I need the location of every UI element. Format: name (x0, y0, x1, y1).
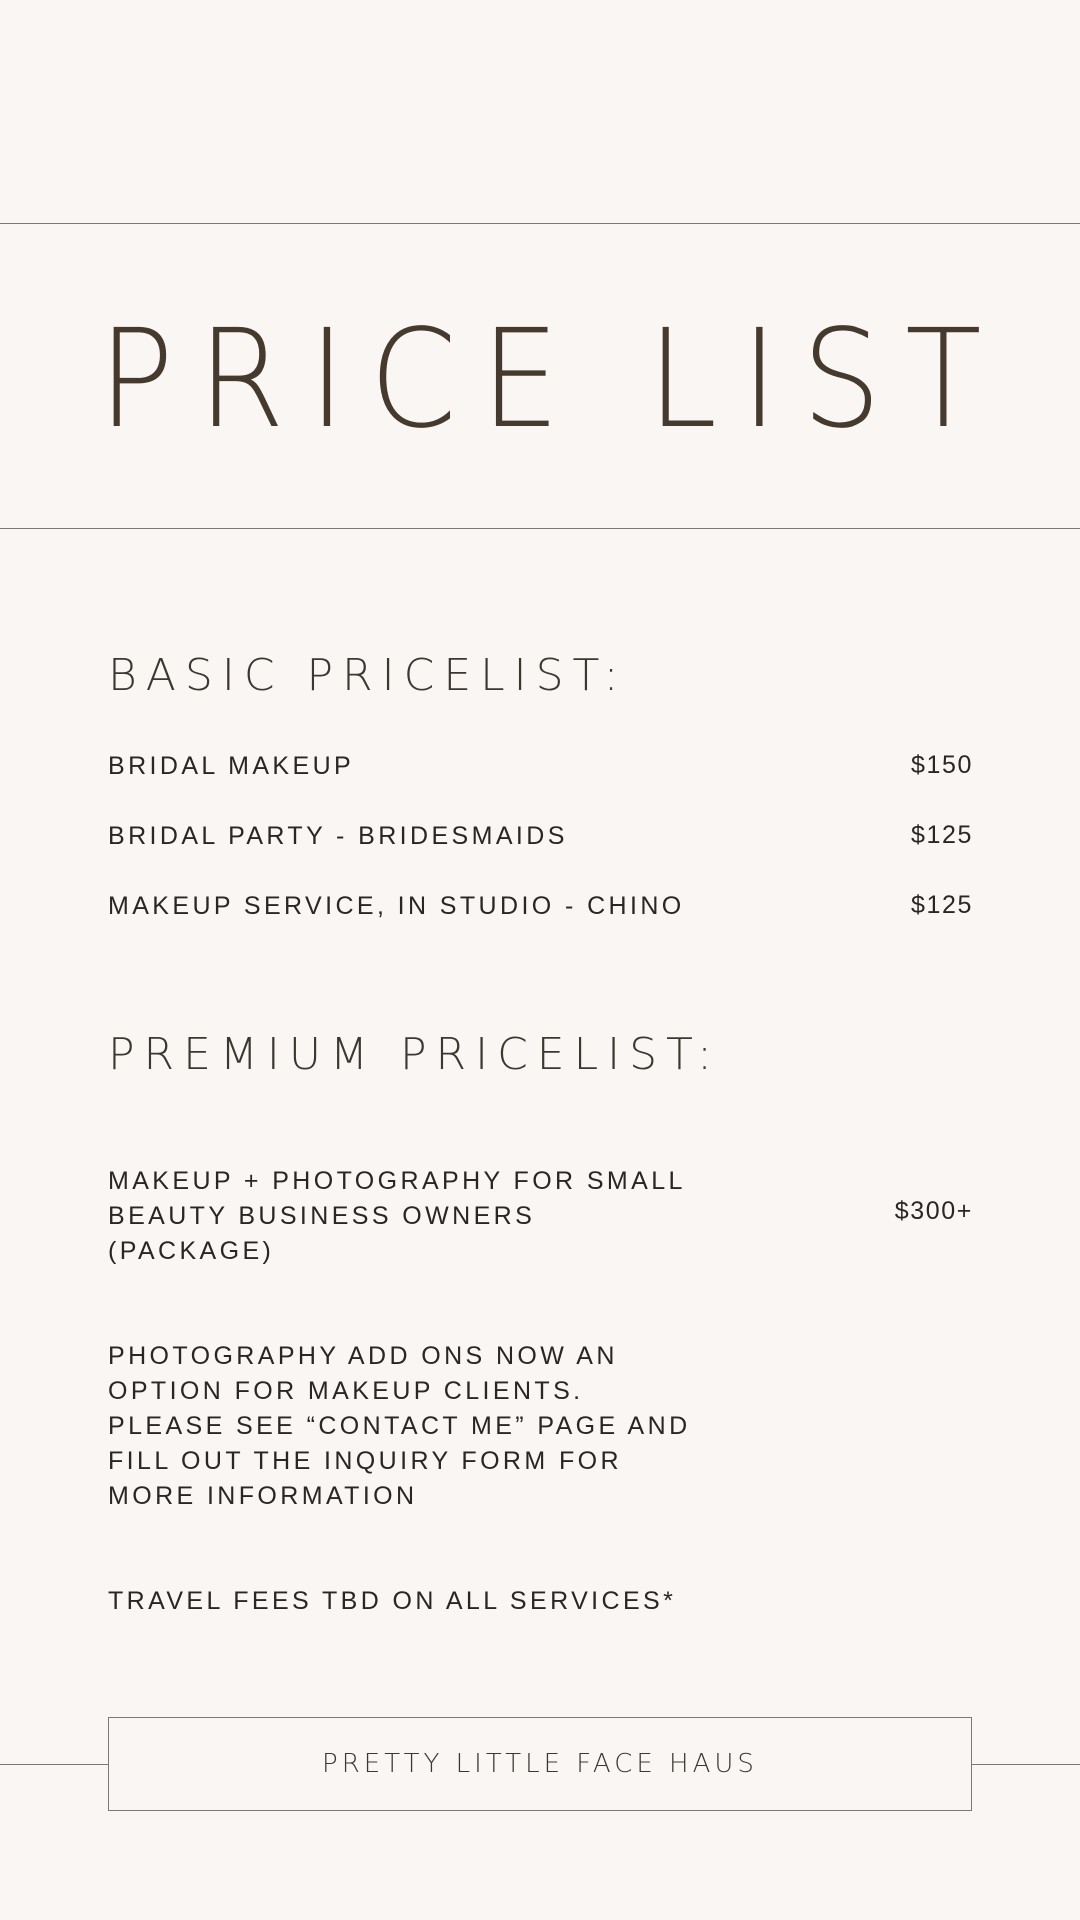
footer-brand-name: PRETTY LITTLE FACE HAUS (322, 1749, 758, 1779)
price-item-studio-service: MAKEUP SERVICE, IN STUDIO - CHINO (108, 892, 685, 920)
footer-divider-right (972, 1764, 1080, 1765)
price-value-studio-service: $125 (910, 891, 973, 919)
footer-divider-left (0, 1764, 108, 1765)
page-title: PRICE LIST (98, 301, 1006, 459)
top-divider (0, 223, 1080, 224)
travel-fees-note: TRAVEL FEES TBD ON ALL SERVICES* (108, 1587, 677, 1615)
price-item-bridal-party: BRIDAL PARTY - BRIDESMAIDS (108, 822, 568, 850)
footer-brand-box (108, 1717, 972, 1811)
price-item-bridal-makeup: BRIDAL MAKEUP (108, 752, 355, 780)
price-value-bridal-makeup: $150 (910, 751, 973, 779)
price-value-package: $300+ (894, 1197, 973, 1225)
basic-pricelist-heading: BASIC PRICELIST: (108, 650, 628, 701)
premium-pricelist-heading: PREMIUM PRICELIST: (108, 1029, 721, 1080)
price-value-bridal-party: $125 (910, 821, 973, 849)
title-bottom-divider (0, 528, 1080, 529)
premium-item-package: MAKEUP + PHOTOGRAPHY FOR SMALL BEAUTY BUSINESS OWNERS (PACKAGE) (108, 1167, 686, 1265)
photography-addon-note: PHOTOGRAPHY ADD ONS NOW AN OPTION FOR MAKEUP CLIENTS. PLEASE SEE “CONTACT ME” PAGE AND FILL OUT THE INQUIRY FORM FOR MORE INFORMATION (108, 1342, 691, 1510)
